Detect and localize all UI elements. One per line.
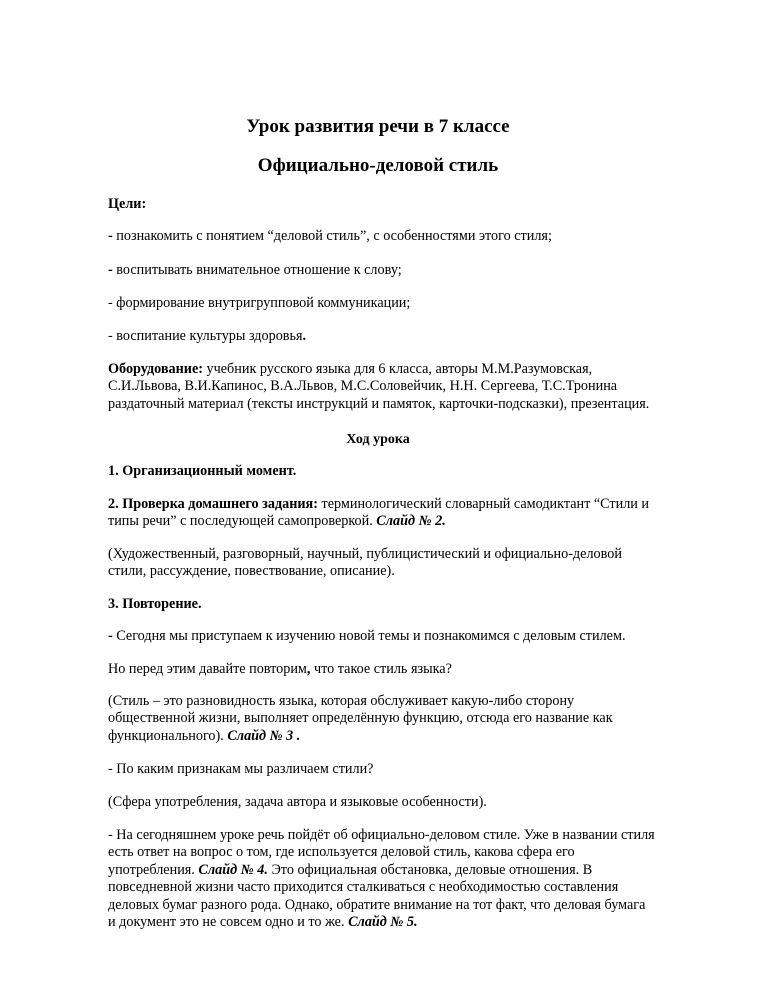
equipment-label: Оборудование:: [108, 361, 203, 377]
style-definition-paragraph: (Стиль – это разновидность языка, которая обслуживает какую-либо сторону общественной жизни, выполняет определённую функцию, отсюда его название как функционального). Слайд № 3 .: [108, 693, 613, 744]
goal-item: - формирование внутригрупповой коммуникации;: [108, 295, 411, 311]
goal-item: - познакомить с понятием “деловой стиль”, с особенностями этого стиля;: [108, 228, 552, 244]
goal-item: - воспитание культуры здоровья.: [108, 328, 307, 344]
section-2-heading: 2. Проверка домашнего задания:: [108, 496, 318, 512]
equipment-paragraph: Оборудование: учебник русского языка для 6 класса, авторы М.М.Разумовская, С.И.Львова, В.И.Капинос, В.А.Львов, М.С.Соловейчик, Н.Н. Сергеева, Т.С.Тронина раздаточный материал (тексты инструкций и памяток, карточки-подсказки), презентация.: [108, 361, 650, 412]
slide-reference: Слайд № 2.: [376, 513, 446, 530]
today-paragraph: - Сегодня мы приступаем к изучению новой темы и познакомимся с деловым стилем.: [108, 628, 626, 644]
goals-heading: Цели:: [108, 196, 147, 212]
question-paragraph: Но перед этим давайте повторим, что такое стиль языка?: [108, 661, 452, 677]
lesson-heading: Ход урока: [346, 432, 410, 447]
slide-reference: Слайд № 5.: [348, 914, 418, 931]
slide-reference: Слайд № 4.: [198, 861, 268, 878]
section-1-heading: 1. Организационный момент.: [108, 463, 297, 479]
section-3-heading: 3. Повторение.: [108, 596, 202, 612]
page-title: Урок развития речи в 7 классе: [246, 116, 510, 137]
signs-question: - По каким признакам мы различаем стили?: [108, 761, 374, 777]
answer-paragraph: (Художественный, разговорный, научный, публицистический и официально-деловой стили, рассуждение, повествование, описание).: [108, 546, 622, 580]
business-style-paragraph: - На сегодняшнем уроке речь пойдёт об официально-деловом стиле. Уже в названии стиля есть ответ на вопрос о том, где используется деловой стиль, какова сфера его употребления. Слайд № 4. Это официальная обстановка, деловые отношения. В повседневной жизни часто приходится сталкиваться с необходимостью составления деловых бумаг разного рода. Однако, обратите внимание на тот факт, что деловая бумага и документ это не совсем одно и то же. Слайд № 5.: [108, 827, 655, 931]
page-subtitle: Официально-деловой стиль: [257, 155, 499, 176]
section-2-paragraph: 2. Проверка домашнего задания: терминологический словарный самодиктант “Стили и типы речи” с последующей самопроверкой. Слайд № 2.: [108, 496, 650, 530]
slide-reference: Слайд № 3 .: [227, 727, 301, 744]
signs-answer: (Сфера употребления, задача автора и языковые особенности).: [108, 794, 487, 810]
goal-item: - воспитывать внимательное отношение к слову;: [108, 262, 402, 278]
